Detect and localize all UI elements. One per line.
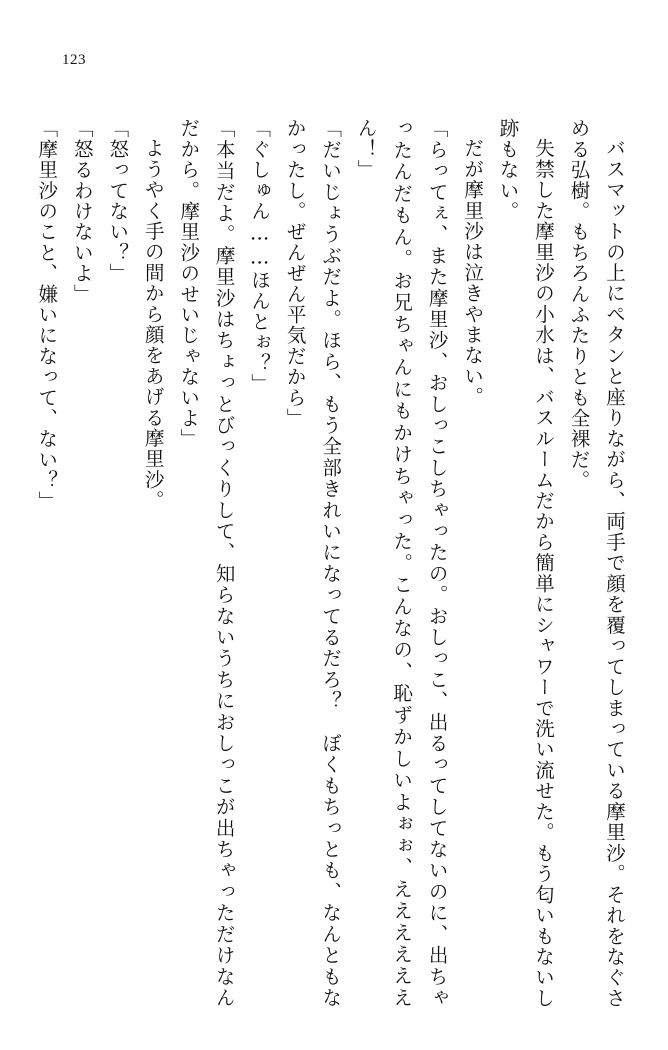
paragraph: だが摩里沙は泣きやまない。 — [461, 137, 485, 407]
paragraph: ようやく手の間から顔をあげる摩里沙。 — [141, 137, 165, 511]
paragraph-dialogue: 「ぐしゅん……ほんとぉ？」 — [248, 118, 272, 395]
paragraph: バスマットの上にペタンと座りながら、両手で顔を覆ってしまっている摩里沙。それをなぐさめる弘樹。もちろんふたりとも全裸だ。 — [567, 118, 626, 1008]
paragraph-dialogue: 「本当だよ。摩里沙はちょっとびっくりして、知らないうちにおしっこが出ちゃっただけなんだから。摩里沙のせいじゃないよ」 — [177, 118, 236, 1008]
paragraph-dialogue: 「怒ってない？」 — [106, 118, 130, 284]
paragraph-dialogue: 「だいじょうぶだよ。ほら、もう全部きれいになってるだろ？ ぼくもちっとも、なんともなかったし。ぜんぜん平気だから」 — [283, 118, 343, 1008]
page-number: 123 — [62, 52, 86, 68]
page-text-body — [36, 118, 632, 1008]
paragraph: 失禁した摩里沙の小水は、バスルームだから簡単にシャワーで洗い流せた。もう匂いもないし跡もない。 — [496, 118, 556, 1008]
paragraph-dialogue: 「怒るわけないよ」 — [70, 118, 94, 305]
paragraph-dialogue: 「らってぇ、また摩里沙、おしっこしちゃったの。おしっこ、出るってしてないのに、出ちゃったんだもん。お兄ちゃんにもかけちゃった。こんなの、恥ずかしいよぉぉ、ええええええん！」 — [354, 118, 449, 1008]
paragraph-dialogue: 「摩里沙のこと、嫌いになって、ない？」 — [35, 118, 59, 512]
